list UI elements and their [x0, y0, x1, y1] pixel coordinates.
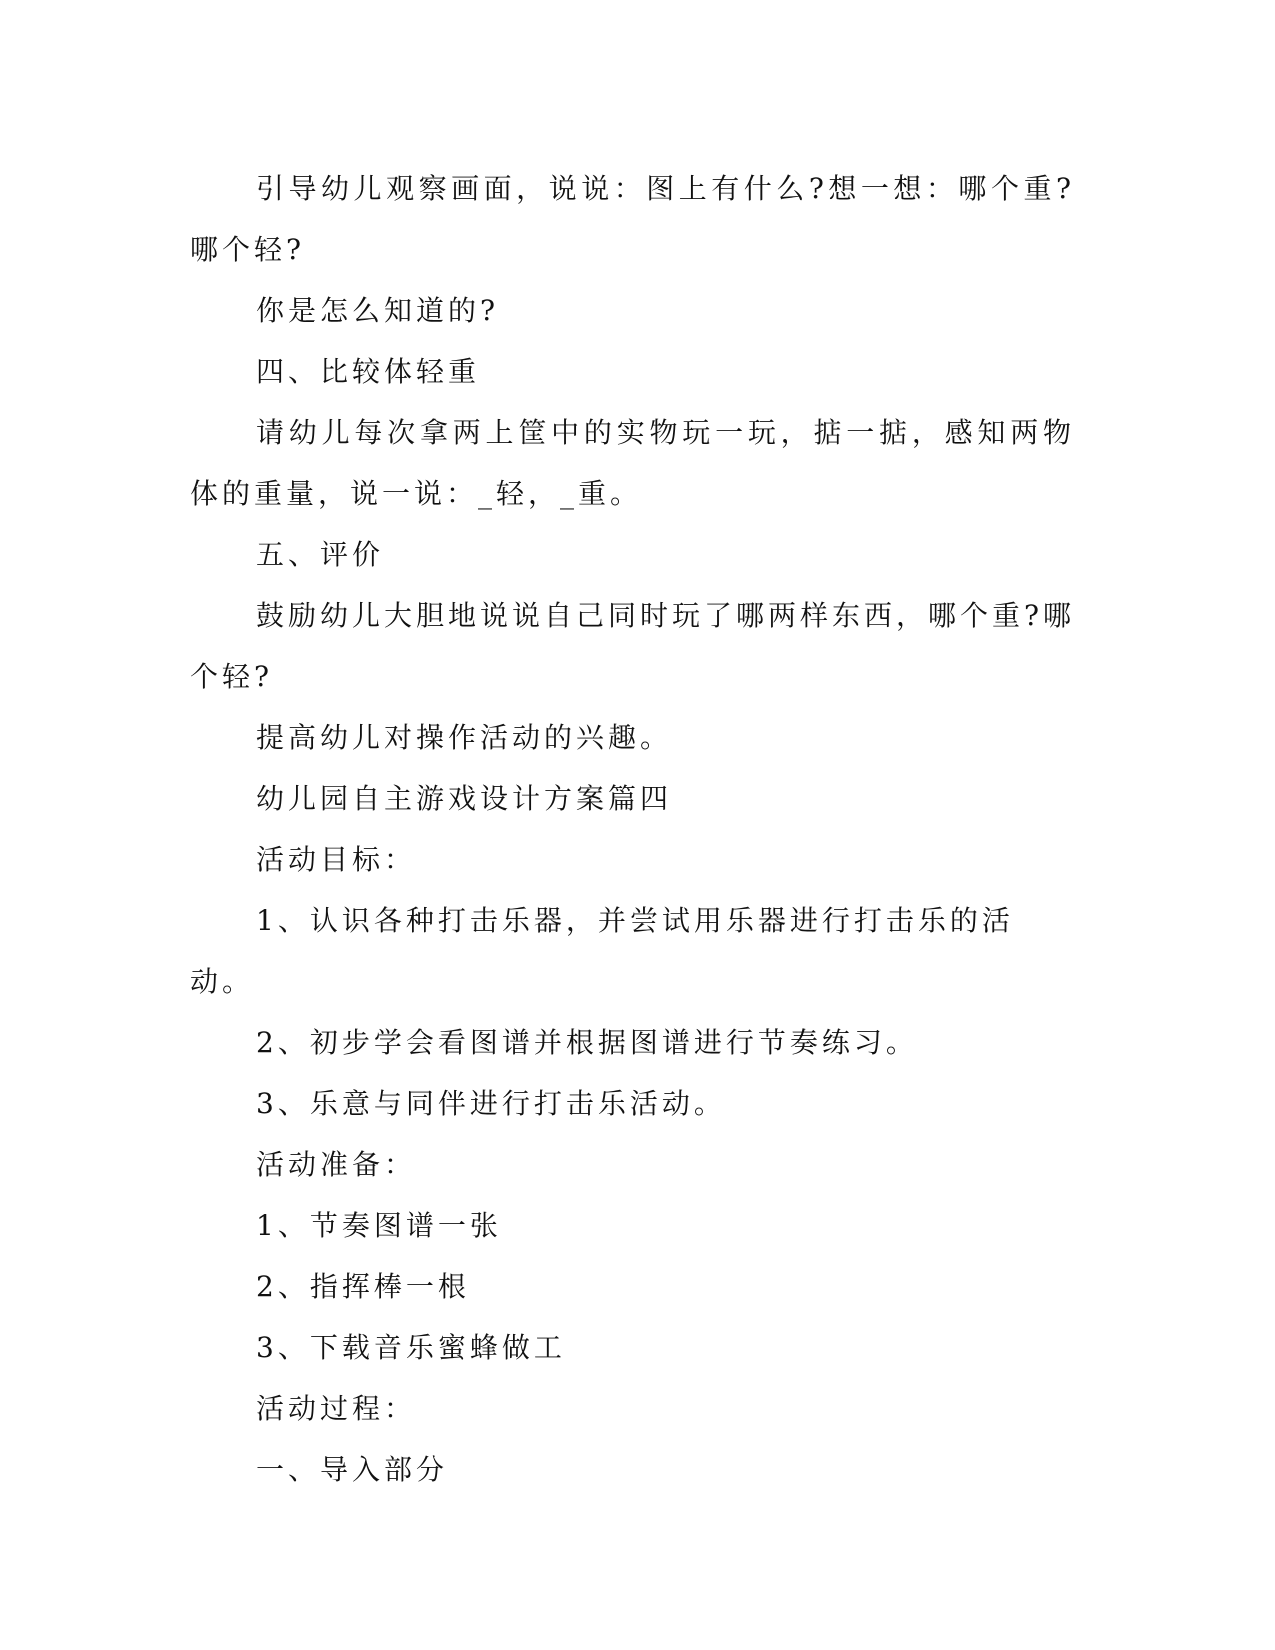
list-item-goal-3: 3、乐意与同伴进行打击乐活动。	[256, 1087, 726, 1120]
document-body	[190, 158, 1075, 1500]
paragraph-weigh-objects: 请幼儿每次拿两上筐中的实物玩一玩，掂一掂，感知两物体的重量，说一说：_轻，_重。	[190, 416, 1075, 510]
list-item-prep-3: 3、下载音乐蜜蜂做工	[256, 1331, 566, 1364]
paragraph-how-know: 你是怎么知道的?	[256, 294, 500, 327]
section-heading-compare-weight: 四、比较体轻重	[256, 355, 481, 388]
section-heading-introduction: 一、导入部分	[256, 1453, 449, 1486]
heading-activity-goals: 活动目标：	[256, 843, 417, 876]
list-item-goal-1: 1、认识各种打击乐器，并尝试用乐器进行打击乐的活动。	[190, 904, 1014, 998]
section-heading-evaluation: 五、评价	[256, 538, 385, 571]
paragraph-encourage-children: 鼓励幼儿大胆地说说自己同时玩了哪两样东西，哪个重?哪个轻?	[190, 599, 1076, 693]
list-item-goal-2: 2、初步学会看图谱并根据图谱进行节奏练习。	[256, 1026, 918, 1059]
article-heading-plan-four: 幼儿园自主游戏设计方案篇四	[256, 782, 673, 815]
heading-activity-process: 活动过程：	[256, 1392, 417, 1425]
list-item-prep-1: 1、节奏图谱一张	[256, 1209, 502, 1242]
list-item-prep-2: 2、指挥棒一根	[256, 1270, 470, 1303]
paragraph-raise-interest: 提高幼儿对操作活动的兴趣。	[256, 721, 673, 754]
heading-activity-preparation: 活动准备：	[256, 1148, 417, 1181]
paragraph-observe-picture: 引导幼儿观察画面，说说：图上有什么?想一想：哪个重?哪个轻?	[190, 172, 1075, 266]
